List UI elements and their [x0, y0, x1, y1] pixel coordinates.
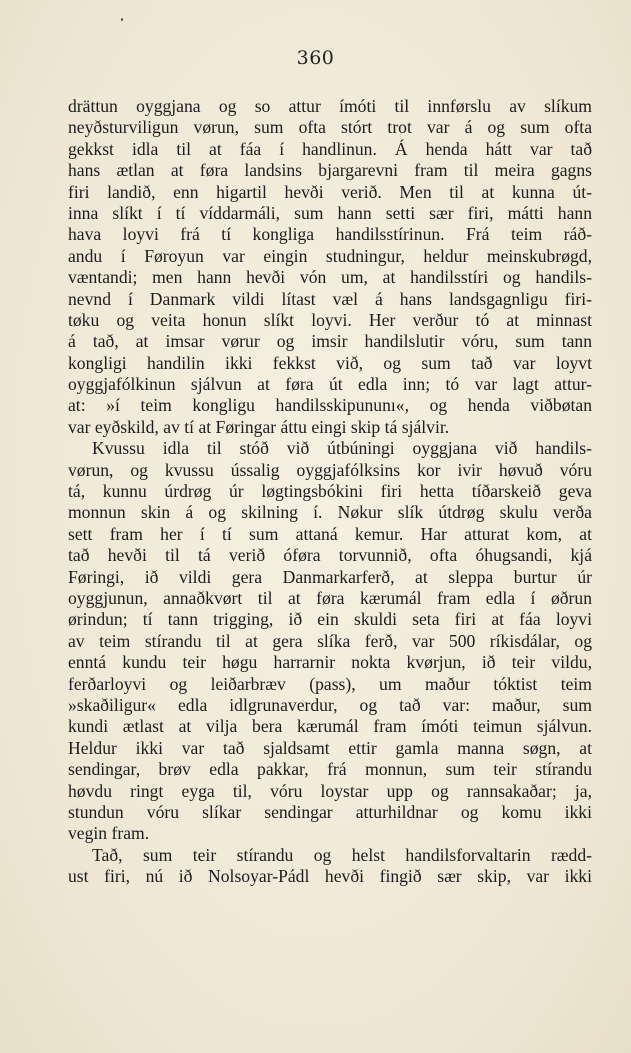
text-line: ørindun; tí tann trigging, ið ein skuldi seta firi at fáa loyvi	[68, 609, 592, 630]
text-line: tøku og veita honun slíkt loyvi. Her verður tó at minnast	[68, 309, 592, 330]
text-line: nevnd í Danmark vildi lítast væl á hans landsgagnligu firi-	[68, 288, 592, 309]
text-line: tað hevði til tá verið óføra torvunnið, ofta óhugsandi, kjá	[68, 545, 592, 566]
text-line: hava loyvi frá tí kongliga handilsstírinun. Frá teim ráð-	[68, 224, 592, 245]
paragraph-2	[68, 438, 592, 844]
text-line: Tað, sum teir stírandu og helst handilsforvaltarin rædd-	[92, 844, 592, 865]
text-line: sendingar, brøv edla pakkar, frá monnun, sum teir stírandu	[68, 759, 592, 780]
text-line: vørun, og kvussu ússalig oyggjafólksins kor ivir høvuð vóru	[68, 459, 592, 480]
text-line: tá, kunnu úrdrøg úr løgtingsbókini firi hetta tíðarskeið geva	[68, 481, 592, 502]
text-line: andu í Føroyun var eingin studningur, heldur meinskubrøgd,	[68, 245, 592, 266]
text-line: firi landið, enn higartil hevði verið. Men til at kunna út-	[68, 181, 592, 202]
text-line: drättun oyggjana og so attur ímóti til innførslu av slíkum	[68, 96, 592, 116]
text-line: av teim stírandu til at gera slíka ferð, var 500 ríkisdálar, og	[68, 630, 592, 651]
text-line: Heldur ikki var tað sjaldsamt ettir gamla manna søgn, at	[68, 737, 592, 758]
text-line: Kvussu idla til stóð við útbúningi oyggjana við handils-	[92, 438, 592, 459]
text-line: oyggjunun, annaðkvørt til at føra kærumál fram edla í øðrun	[68, 587, 592, 608]
text-line: ust firi, nú ið Nolsoyar-Pádl hevði fingið sær skip, var ikki	[68, 866, 592, 887]
body-text	[68, 96, 592, 887]
text-line: Føringi, ið vildi gera Danmarkarferð, at sleppa burtur úr	[68, 566, 592, 587]
text-line: stundun vóru slíkar sendingar atturhildnar og komu ikki	[68, 801, 592, 822]
text-line: vegin fram.	[68, 823, 150, 844]
text-line: enntá kundu teir høgu harrarnir nokta kvørjun, ið teir vildu,	[68, 652, 592, 673]
paragraph-3	[68, 845, 592, 888]
text-line: inna slíkt í tí víddarmáli, sum hann setti sær firi, mátti hann	[68, 202, 592, 223]
text-line: neyðsturviligun vørun, sum ofta stórt trot var á og sum ofta	[68, 117, 592, 138]
text-line: oyggjafólkinun sjálvun at føra út edla inn; tó var lagt attur-	[68, 374, 592, 395]
text-line: gekkst idla til at fáa í handlinun. Á henda hátt var tað	[68, 138, 592, 159]
text-line: hans ætlan at føra landsins bjargarevni fram til meira gagns	[68, 160, 592, 181]
text-line: kongligi handilin ikki fekkst við, og sum tað var loyvt	[68, 352, 592, 373]
text-line: væntandi; men hann hevði vón um, at handilsstíri og handils-	[68, 267, 592, 288]
text-line: monnun skin á og skilning í. Nøkur slík útdrøg skulu verða	[68, 502, 592, 523]
text-line: á tað, at imsar vørur og imsir handilslutir vóru, sum tann	[68, 331, 592, 352]
paragraph-1	[68, 96, 592, 438]
text-line: sett fram her í tí sum attaná kemur. Har atturat kom, at	[68, 523, 592, 544]
print-speck	[121, 18, 123, 21]
text-line: »skaðiligur« edla idlgrunaverdur, og tað var: maður, sum	[68, 694, 592, 715]
page-number: 360	[296, 47, 335, 69]
text-line: at: »í teim kongligu handilsskipununı«, og henda viðbøtan	[68, 395, 592, 416]
text-line: ferðarloyvi og leiðarbræv (pass), um maður tóktist teim	[68, 673, 592, 694]
text-line: var eyðskild, av tí at Føringar áttu eingi skip tá sjálvir.	[68, 416, 450, 437]
text-line: høvdu ringt eyga til, vóru loystar upp og rannsakaðar; ja,	[68, 780, 592, 801]
text-line: kundi ætlast at vilja bera kærumál fram ímóti teimun sjálvun.	[68, 716, 592, 737]
